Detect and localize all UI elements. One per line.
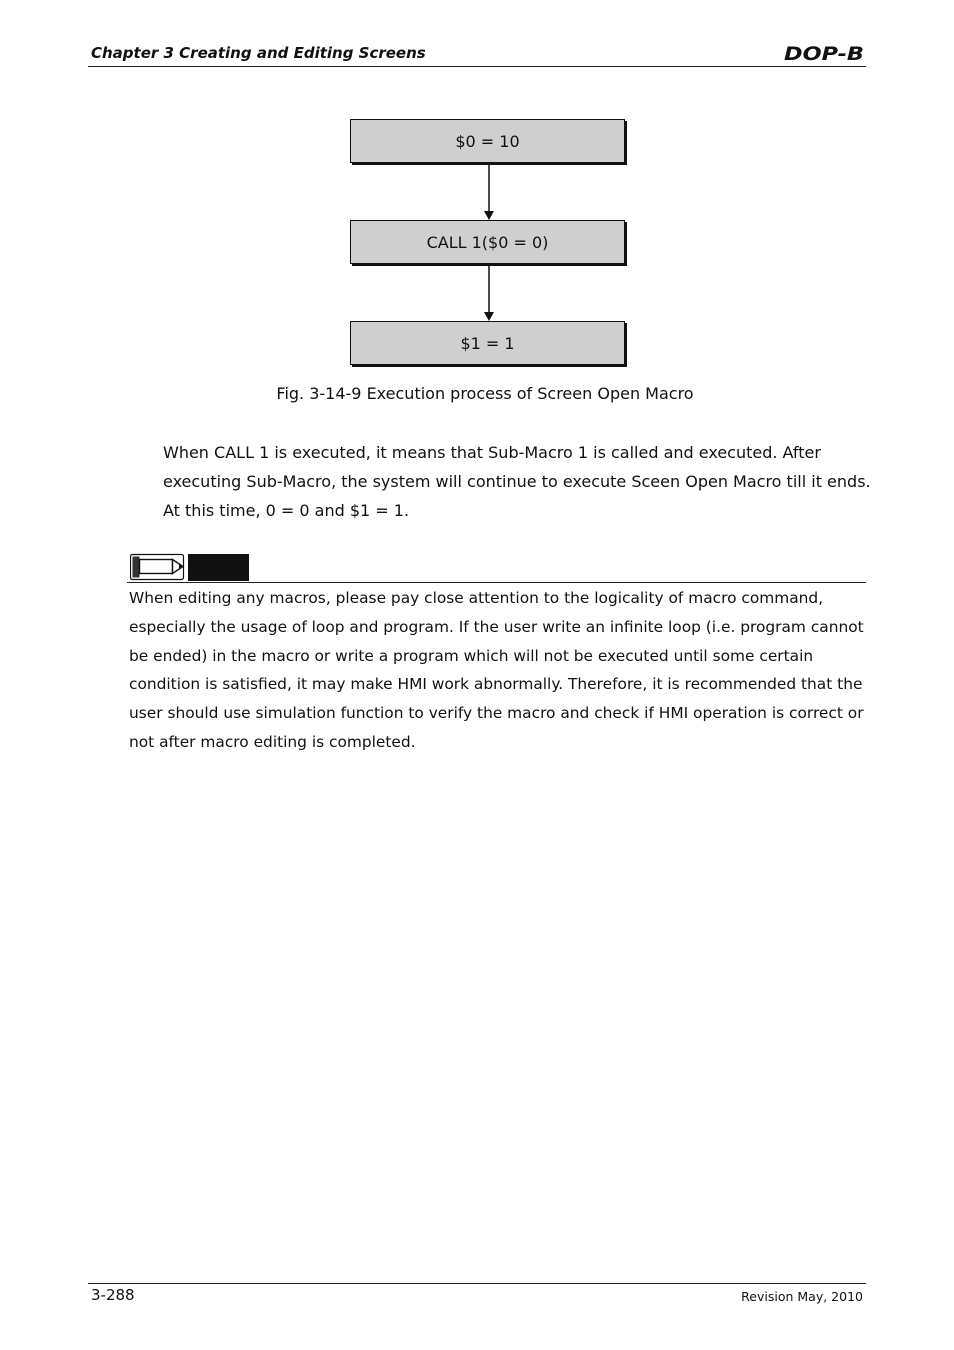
flow-box-2: CALL 1($0 = 0) [350, 220, 625, 264]
note-line: be ended) in the macro or write a program which will not be executed until some certain [129, 646, 814, 665]
header-divider [88, 66, 866, 67]
note-line: especially the usage of loop and program. If the user write an infinite loop (i.e. program cannot [129, 617, 864, 636]
revision-date: Revision May, 2010 [741, 1289, 863, 1304]
figure-caption: Fig. 3-14-9 Execution process of Screen Open Macro [276, 384, 694, 403]
note-line: user should use simulation function to verify the macro and check if HMI operation is correct or [129, 704, 864, 723]
page-number: 3-288 [91, 1286, 135, 1304]
note-line: condition is satisfied, it may make HMI work abnormally. Therefore, it is recommended that the [129, 675, 863, 694]
brand-logo [784, 42, 866, 64]
note-line: When editing any macros, please pay close attention to the logicality of macro command, [129, 589, 824, 607]
note-line: not after macro editing is completed. [129, 732, 416, 751]
paragraph-line: At this time, 0 = 0 and $1 = 1. [163, 501, 410, 520]
arrowhead-2 [484, 312, 494, 321]
arrowhead-1 [484, 211, 494, 220]
logo-text: DOP-B [784, 43, 864, 64]
note-pencil-icon [130, 553, 250, 581]
note-text [129, 584, 869, 757]
flow-box-1: $0 = 10 [350, 119, 625, 163]
footer-divider [88, 1283, 866, 1284]
body-paragraph [163, 438, 875, 525]
chapter-title: Chapter 3 Creating and Editing Screens [91, 44, 426, 62]
flow-box-3: $1 = 1 [350, 321, 625, 365]
paragraph-line: executing Sub-Macro, the system will continue to execute Sceen Open Macro till it ends. [163, 472, 871, 491]
paragraph-line: When CALL 1 is executed, it means that Sub-Macro 1 is called and executed. After [163, 443, 821, 462]
note-divider [127, 582, 866, 583]
